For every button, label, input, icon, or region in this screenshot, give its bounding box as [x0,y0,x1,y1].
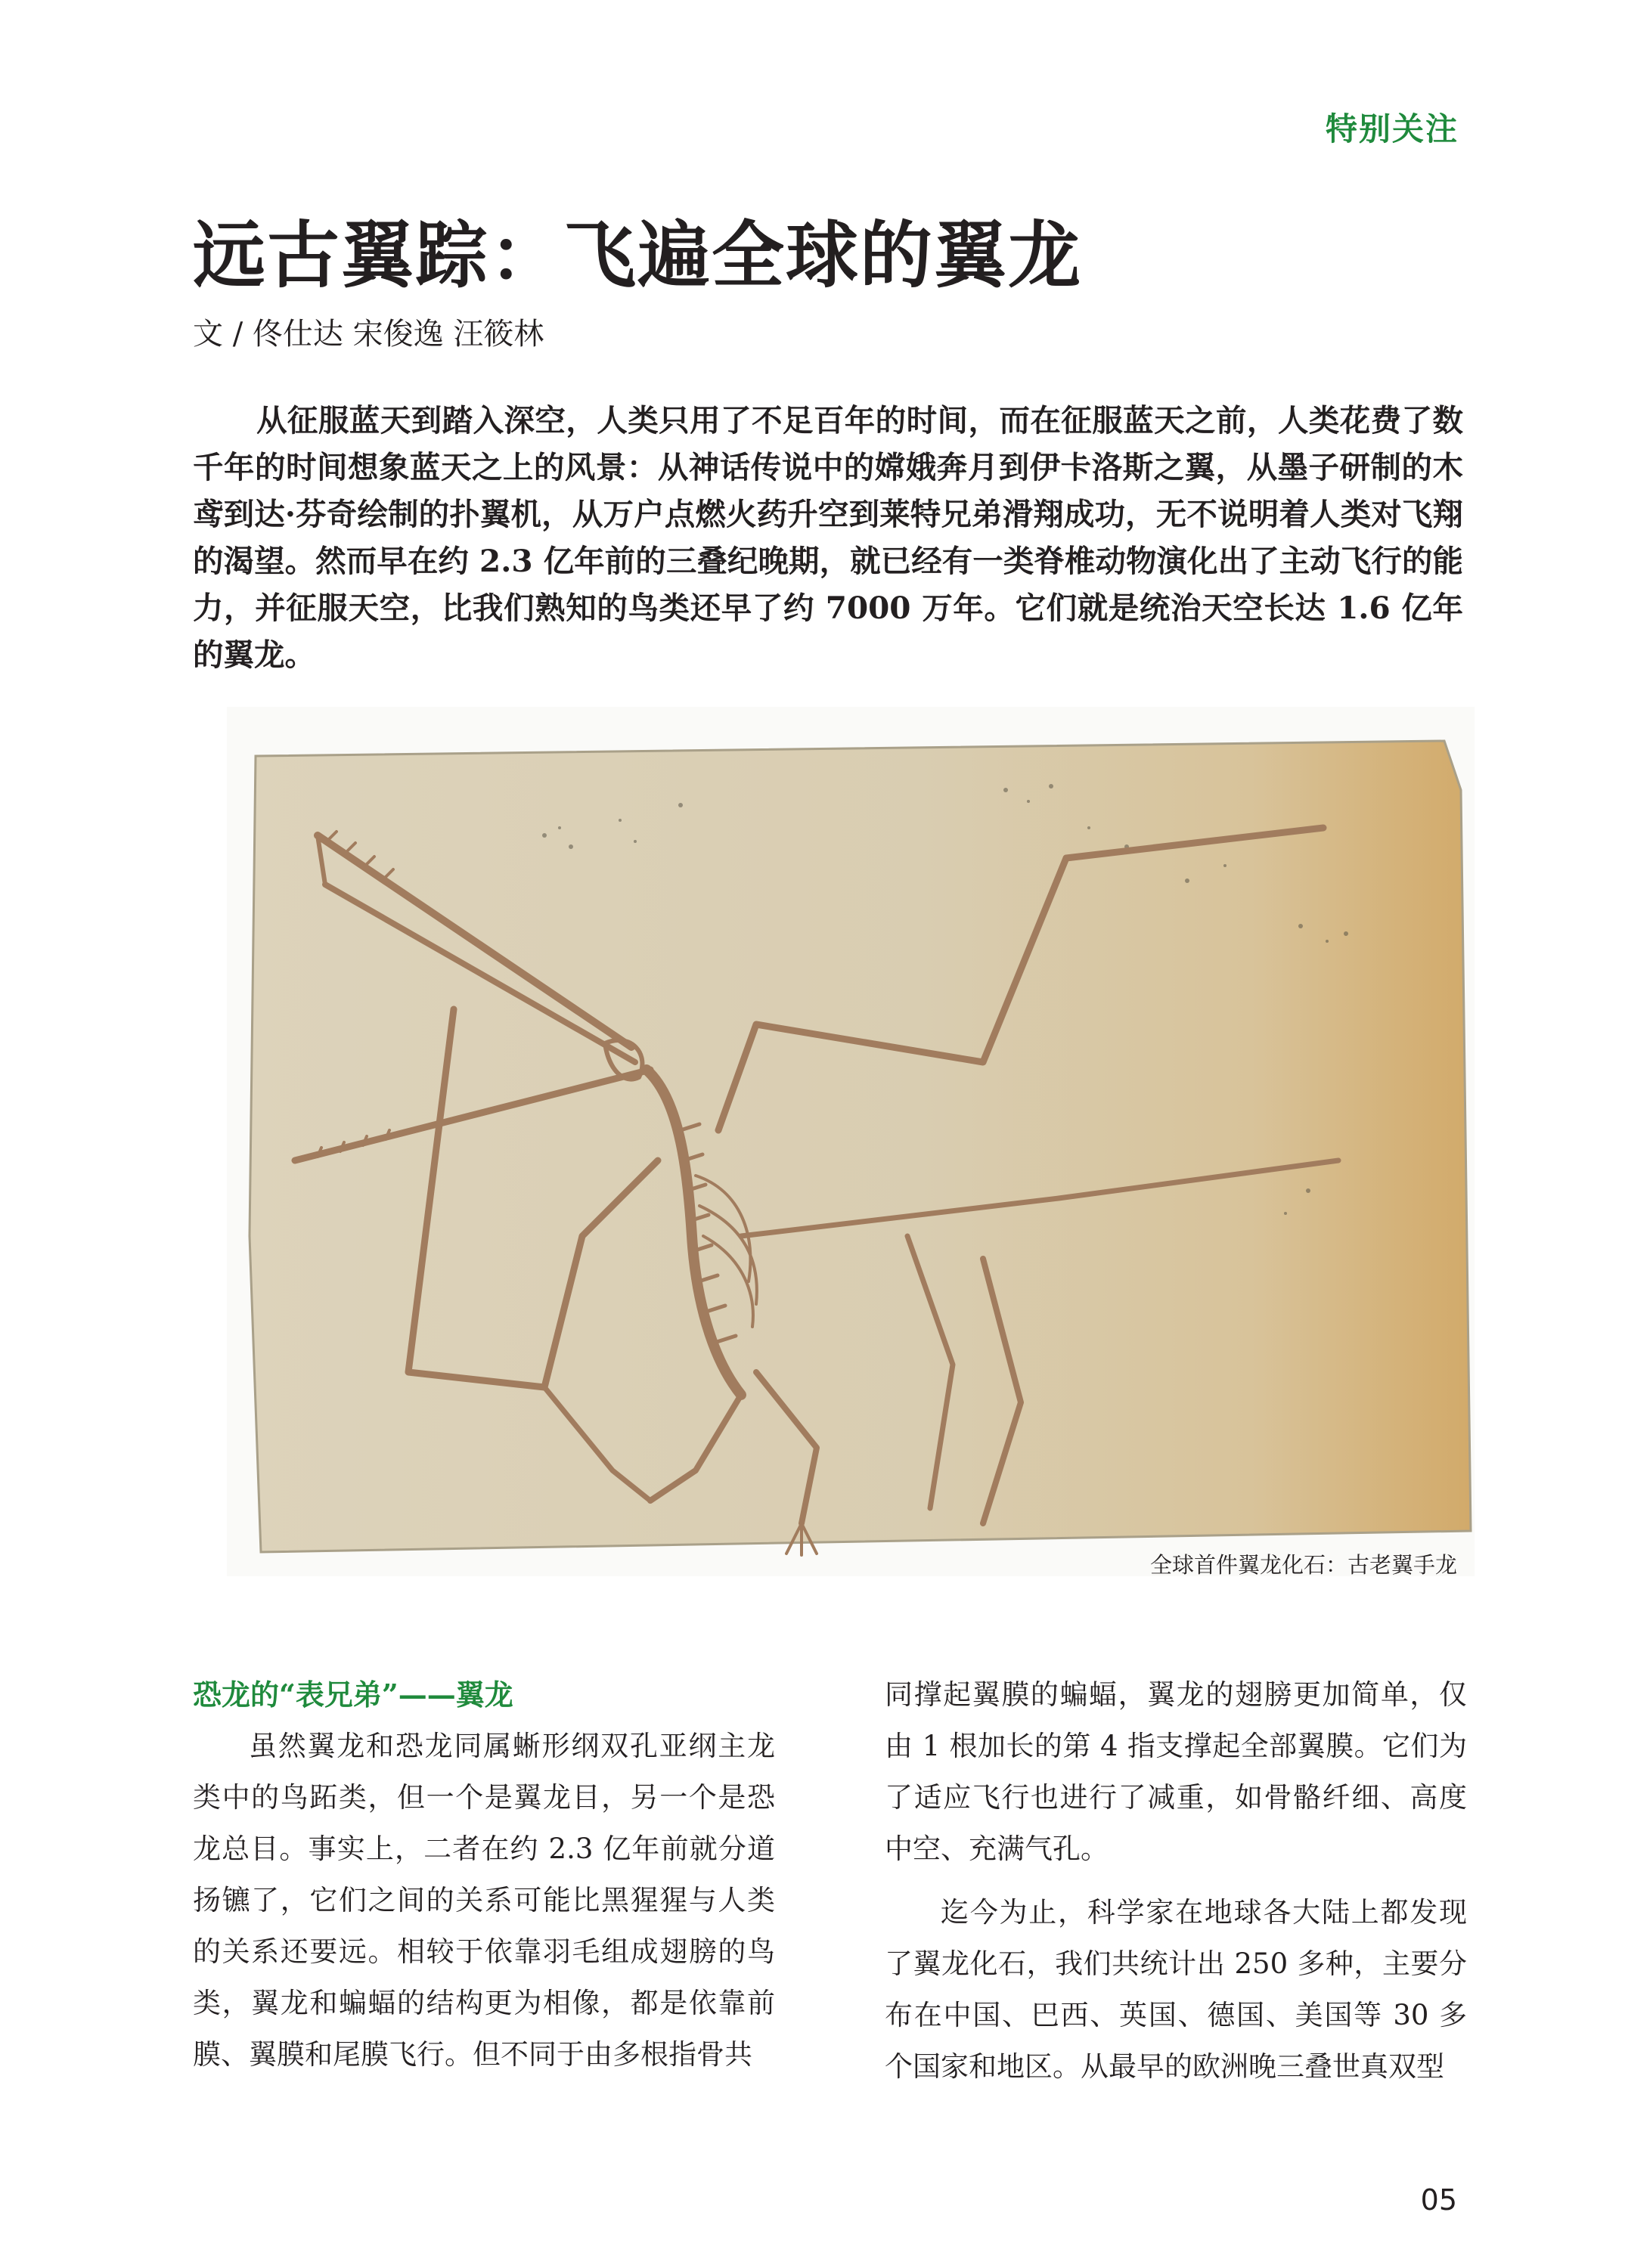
left-column [193,1669,775,2081]
body-paragraph: 虽然翼龙和恐龙同属蜥形纲双孔亚纲主龙类中的鸟跖类，但一个是翼龙目，另一个是恐龙总目。事实上，二者在约 2.3 亿年前就分道扬镳了，它们之间的关系可能比黑猩猩与人类的关系还要远。相较于依靠羽毛组成翅膀的鸟类，翼龙和蝙蝠的结构更为相像，都是依靠前膜、翼膜和尾膜飞行。但不同于由多根指骨共 [193,1730,775,2071]
body-paragraph-continued: 同撑起翼膜的蝙蝠，翼龙的翅膀更加简单，仅由 1 根加长的第 4 指支撑起全部翼膜。它们为了适应飞行也进行了减重，如骨骼纤细、高度中空、充满气孔。 [885,1678,1467,1865]
body-paragraph: 迄今为止，科学家在地球各大陆上都发现了翼龙化石，我们共统计出 250 多种，主要分布在中国、巴西、英国、德国、美国等 30 多个国家和地区。从最早的欧洲晚三叠世真双型 [885,1896,1467,2083]
section-heading: 恐龙的“表兄弟”——翼龙 [193,1678,513,1712]
figure-caption: 全球首件翼龙化石：古老翼手龙 [1149,1552,1457,1578]
page-number: 05 [1420,2183,1457,2217]
article-title: 远古翼踪：飞遍全球的翼龙 [193,213,1082,298]
fossil-photo [227,707,1475,1576]
right-column [885,1669,1467,2093]
limestone-slab [250,741,1471,1552]
section-tag: 特别关注 [1325,110,1459,147]
article-byline: 文 / 佟仕达 宋俊逸 汪筱林 [193,317,544,352]
intro-paragraph: 从征服蓝天到踏入深空，人类只用了不足百年的时间，而在征服蓝天之前，人类花费了数千年的时间想象蓝天之上的风景：从神话传说中的嫦娥奔月到伊卡洛斯之翼，从墨子研制的木鸢到达·芬奇绘制的扑翼机，从万户点燃火药升空到莱特兄弟滑翔成功，无不说明着人类对飞翔的渴望。然而早在约 2.3 亿年前的三叠纪晚期，就已经有一类脊椎动物演化出了主动飞行的能力，并征服天空，比我们熟知的鸟类还早了约 7000 万年。它们就是统治天空长达 1.6 亿年的翼龙。 [193,402,1463,673]
